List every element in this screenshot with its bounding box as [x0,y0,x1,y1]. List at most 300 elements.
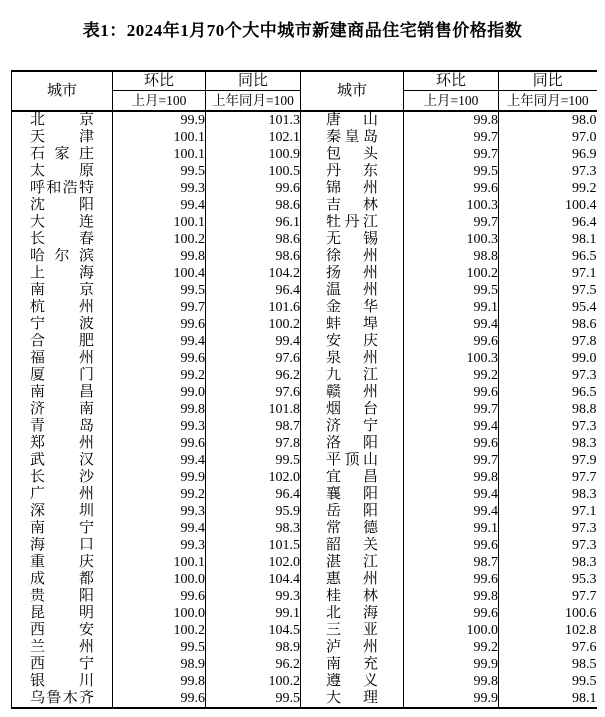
city-cell [301,452,404,469]
city-name: 呼和浩特 [30,180,94,196]
mom-value-cell: 99.4 [404,316,499,333]
yoy-value-cell: 101.6 [206,299,301,316]
city-cell [301,265,404,282]
mom-value-cell: 100.3 [404,197,499,214]
yoy-value-cell: 97.6 [206,350,301,367]
yoy-value-cell: 98.1 [499,690,597,708]
header-yoy-right: 同比 [499,71,597,91]
city-cell [12,111,113,129]
mom-value-cell: 99.7 [113,299,206,316]
mom-value-cell: 99.7 [404,452,499,469]
table-row [12,316,597,333]
city-cell [301,401,404,418]
yoy-value-cell: 100.4 [499,197,597,214]
mom-value-cell: 99.3 [113,180,206,197]
city-name: 西宁 [30,656,94,672]
city-name: 桂林 [326,588,378,604]
city-name: 徐州 [326,248,378,264]
table-row [12,367,597,384]
yoy-value-cell: 98.9 [206,639,301,656]
table-row [12,486,597,503]
table-row [12,282,597,299]
city-cell [12,333,113,350]
city-name: 唐山 [326,112,378,128]
yoy-value-cell: 102.8 [499,622,597,639]
yoy-value-cell: 99.0 [499,350,597,367]
yoy-value-cell: 99.6 [206,180,301,197]
city-cell [12,299,113,316]
yoy-value-cell: 97.7 [499,588,597,605]
city-name: 青岛 [30,418,94,434]
mom-value-cell: 98.8 [404,248,499,265]
yoy-value-cell: 100.2 [206,673,301,690]
mom-value-cell: 98.9 [113,656,206,673]
city-cell [12,571,113,588]
yoy-value-cell: 98.7 [206,418,301,435]
table-row [12,571,597,588]
mom-value-cell: 99.4 [404,486,499,503]
city-cell [12,503,113,520]
price-index-table [11,70,597,709]
mom-value-cell: 100.0 [113,571,206,588]
city-cell [12,435,113,452]
yoy-value-cell: 98.6 [499,316,597,333]
city-name: 洛阳 [326,435,378,451]
yoy-value-cell: 104.2 [206,265,301,282]
city-cell [12,486,113,503]
city-cell [301,197,404,214]
mom-value-cell: 99.6 [113,316,206,333]
mom-value-cell: 99.0 [113,384,206,401]
mom-value-cell: 99.3 [113,537,206,554]
yoy-value-cell: 96.4 [206,486,301,503]
city-cell [12,197,113,214]
table-header [12,71,597,111]
yoy-value-cell: 97.8 [206,435,301,452]
city-name: 北海 [326,605,378,621]
table-row [12,435,597,452]
mom-value-cell: 99.4 [113,333,206,350]
yoy-value-cell: 99.5 [206,452,301,469]
city-name: 扬州 [326,265,378,281]
city-cell [12,690,113,708]
mom-value-cell: 99.4 [113,197,206,214]
city-name: 太原 [30,163,94,179]
yoy-value-cell: 101.8 [206,401,301,418]
city-name: 西安 [30,622,94,638]
yoy-value-cell: 96.4 [499,214,597,231]
table-row [12,605,597,622]
mom-value-cell: 99.5 [404,282,499,299]
city-cell [301,231,404,248]
table-row [12,520,597,537]
table-row [12,248,597,265]
yoy-value-cell: 96.9 [499,146,597,163]
mom-value-cell: 100.2 [113,622,206,639]
city-cell [12,401,113,418]
table-row [12,469,597,486]
table-row [12,146,597,163]
city-name: 南昌 [30,384,94,400]
city-name: 成都 [30,571,94,587]
city-cell [12,146,113,163]
mom-value-cell: 99.5 [113,163,206,180]
city-cell [12,350,113,367]
table-row [12,588,597,605]
city-cell [301,111,404,129]
city-name: 重庆 [30,554,94,570]
city-cell [301,214,404,231]
yoy-value-cell: 96.4 [206,282,301,299]
mom-value-cell: 99.8 [404,673,499,690]
header-mom-left: 环比 [113,71,206,91]
yoy-value-cell: 98.3 [499,435,597,452]
city-cell [12,163,113,180]
city-name: 锦州 [326,180,378,196]
city-cell [301,554,404,571]
city-cell [301,350,404,367]
yoy-value-cell: 102.1 [206,129,301,146]
table-row [12,673,597,690]
yoy-value-cell: 95.9 [206,503,301,520]
yoy-value-cell: 97.5 [499,282,597,299]
city-cell [12,418,113,435]
city-cell [301,146,404,163]
yoy-value-cell: 98.5 [499,656,597,673]
yoy-value-cell: 98.6 [206,248,301,265]
city-name: 济宁 [326,418,378,434]
city-name: 秦皇岛 [326,129,378,145]
yoy-value-cell: 98.8 [499,401,597,418]
city-name: 岳阳 [326,503,378,519]
table-row [12,231,597,248]
mom-value-cell: 99.9 [113,469,206,486]
city-name: 三亚 [326,622,378,638]
city-name: 襄阳 [326,486,378,502]
city-cell [301,316,404,333]
yoy-value-cell: 96.1 [206,214,301,231]
city-cell [301,571,404,588]
city-name: 乌鲁木齐 [30,690,94,706]
yoy-value-cell: 97.3 [499,520,597,537]
mom-value-cell: 99.6 [404,605,499,622]
city-name: 烟台 [326,401,378,417]
yoy-value-cell: 99.1 [206,605,301,622]
city-cell [12,469,113,486]
mom-value-cell: 100.0 [404,622,499,639]
mom-value-cell: 99.7 [404,214,499,231]
mom-value-cell: 99.8 [113,248,206,265]
mom-value-cell: 100.2 [113,231,206,248]
city-cell [12,248,113,265]
yoy-value-cell: 97.7 [499,469,597,486]
city-name: 福州 [30,350,94,366]
city-cell [301,180,404,197]
city-cell [12,588,113,605]
yoy-value-cell: 97.0 [499,129,597,146]
yoy-value-cell: 96.5 [499,384,597,401]
yoy-value-cell: 101.3 [206,111,301,129]
yoy-value-cell: 96.5 [499,248,597,265]
mom-value-cell: 99.4 [113,452,206,469]
header-mom-right: 环比 [404,71,499,91]
city-name: 韶关 [326,537,378,553]
yoy-value-cell: 99.5 [499,673,597,690]
mom-value-cell: 99.5 [404,163,499,180]
mom-value-cell: 99.9 [113,111,206,129]
table-row [12,214,597,231]
table-body [12,111,597,708]
mom-value-cell: 99.3 [113,503,206,520]
city-name: 赣州 [326,384,378,400]
city-name: 海口 [30,537,94,553]
city-name: 吉林 [326,197,378,213]
city-name: 石家庄 [30,146,94,162]
yoy-value-cell: 104.4 [206,571,301,588]
city-name: 无锡 [326,231,378,247]
yoy-value-cell: 97.6 [499,639,597,656]
city-cell [301,622,404,639]
city-cell [12,129,113,146]
table-row [12,111,597,129]
yoy-value-cell: 97.8 [499,333,597,350]
mom-value-cell: 100.3 [404,350,499,367]
yoy-value-cell: 97.9 [499,452,597,469]
city-cell [12,180,113,197]
yoy-value-cell: 95.3 [499,571,597,588]
yoy-value-cell: 102.0 [206,554,301,571]
mom-value-cell: 99.3 [113,418,206,435]
city-name: 宁波 [30,316,94,332]
city-cell [301,418,404,435]
yoy-value-cell: 100.6 [499,605,597,622]
yoy-value-cell: 98.6 [206,231,301,248]
city-name: 惠州 [326,571,378,587]
yoy-value-cell: 97.3 [499,537,597,554]
city-name: 济南 [30,401,94,417]
city-name: 银川 [30,673,94,689]
mom-value-cell: 99.1 [404,520,499,537]
city-cell [301,486,404,503]
yoy-value-cell: 97.3 [499,418,597,435]
yoy-value-cell: 102.0 [206,469,301,486]
city-name: 兰州 [30,639,94,655]
city-cell [301,656,404,673]
mom-value-cell: 99.6 [404,384,499,401]
yoy-value-cell: 97.1 [499,503,597,520]
city-name: 上海 [30,265,94,281]
mom-value-cell: 99.8 [113,401,206,418]
mom-value-cell: 99.7 [404,401,499,418]
city-cell [301,639,404,656]
header-yoy-base-right: 上年同月=100 [499,91,597,112]
table-row [12,180,597,197]
mom-value-cell: 99.6 [404,180,499,197]
city-cell [301,299,404,316]
city-cell [12,316,113,333]
city-cell [12,605,113,622]
mom-value-cell: 99.9 [404,690,499,708]
city-name: 湛江 [326,554,378,570]
mom-value-cell: 99.8 [404,111,499,129]
mom-value-cell: 99.4 [404,503,499,520]
city-name: 广州 [30,486,94,502]
mom-value-cell: 99.4 [404,418,499,435]
table-row [12,163,597,180]
mom-value-cell: 99.7 [404,129,499,146]
city-name: 南宁 [30,520,94,536]
yoy-value-cell: 100.5 [206,163,301,180]
mom-value-cell: 100.1 [113,554,206,571]
yoy-value-cell: 98.3 [499,554,597,571]
yoy-value-cell: 99.2 [499,180,597,197]
city-name: 武汉 [30,452,94,468]
table-row [12,401,597,418]
city-name: 郑州 [30,435,94,451]
city-name: 杭州 [30,299,94,315]
city-cell [301,469,404,486]
mom-value-cell: 99.2 [113,367,206,384]
mom-value-cell: 99.5 [113,282,206,299]
city-name: 深圳 [30,503,94,519]
mom-value-cell: 99.8 [404,469,499,486]
city-cell [301,435,404,452]
mom-value-cell: 99.6 [404,537,499,554]
mom-value-cell: 99.7 [404,146,499,163]
yoy-value-cell: 100.9 [206,146,301,163]
city-cell [12,554,113,571]
mom-value-cell: 99.9 [404,656,499,673]
city-name: 宜昌 [326,469,378,485]
mom-value-cell: 98.7 [404,554,499,571]
city-name: 天津 [30,129,94,145]
table-row [12,690,597,708]
table-row [12,129,597,146]
city-cell [12,622,113,639]
mom-value-cell: 99.6 [113,350,206,367]
table-row [12,656,597,673]
mom-value-cell: 99.2 [404,367,499,384]
header-yoy-left: 同比 [206,71,301,91]
yoy-value-cell: 104.5 [206,622,301,639]
city-cell [12,452,113,469]
city-name: 大理 [326,690,378,706]
city-cell [301,537,404,554]
table-row [12,639,597,656]
city-name: 泉州 [326,350,378,366]
city-cell [301,163,404,180]
mom-value-cell: 99.6 [404,571,499,588]
city-cell [301,384,404,401]
table-row [12,622,597,639]
table-row [12,299,597,316]
city-cell [12,537,113,554]
mom-value-cell: 99.6 [113,690,206,708]
yoy-value-cell: 99.3 [206,588,301,605]
mom-value-cell: 100.2 [404,265,499,282]
city-cell [12,265,113,282]
yoy-value-cell: 99.5 [206,690,301,708]
city-name: 合肥 [30,333,94,349]
city-name: 长春 [30,231,94,247]
header-mom-base-left: 上月=100 [113,91,206,112]
mom-value-cell: 99.6 [404,333,499,350]
city-cell [301,690,404,708]
city-name: 哈尔滨 [30,248,94,264]
mom-value-cell: 100.0 [113,605,206,622]
city-cell [301,367,404,384]
table-row [12,197,597,214]
mom-value-cell: 99.6 [404,435,499,452]
table-row [12,350,597,367]
mom-value-cell: 99.2 [404,639,499,656]
city-name: 大连 [30,214,94,230]
city-name: 平顶山 [326,452,378,468]
city-name: 安庆 [326,333,378,349]
city-cell [301,503,404,520]
city-cell [301,129,404,146]
mom-value-cell: 100.4 [113,265,206,282]
header-yoy-base-left: 上年同月=100 [206,91,301,112]
table-row [12,452,597,469]
table-row [12,503,597,520]
city-cell [301,333,404,350]
yoy-value-cell: 98.3 [499,486,597,503]
city-cell [12,520,113,537]
mom-value-cell: 100.1 [113,214,206,231]
yoy-value-cell: 100.2 [206,316,301,333]
city-name: 泸州 [326,639,378,655]
mom-value-cell: 99.6 [113,588,206,605]
city-name: 南充 [326,656,378,672]
city-name: 常德 [326,520,378,536]
yoy-value-cell: 96.2 [206,367,301,384]
city-cell [12,282,113,299]
mom-value-cell: 99.6 [113,435,206,452]
city-name: 金华 [326,299,378,315]
city-cell [12,673,113,690]
city-name: 南京 [30,282,94,298]
city-cell [301,673,404,690]
city-name: 蚌埠 [326,316,378,332]
city-cell [301,282,404,299]
yoy-value-cell: 98.6 [206,197,301,214]
city-name: 丹东 [326,163,378,179]
city-name: 遵义 [326,673,378,689]
header-city-left: 城市 [46,83,77,99]
mom-value-cell: 99.8 [404,588,499,605]
city-name: 贵阳 [30,588,94,604]
mom-value-cell: 99.5 [113,639,206,656]
yoy-value-cell: 97.3 [499,367,597,384]
header-city-right: 城市 [301,71,404,111]
mom-value-cell: 99.1 [404,299,499,316]
city-name: 温州 [326,282,378,298]
table-row [12,418,597,435]
city-cell [12,656,113,673]
mom-value-cell: 99.4 [113,520,206,537]
mom-value-cell: 99.8 [113,673,206,690]
city-cell [301,520,404,537]
yoy-value-cell: 98.0 [499,111,597,129]
page-title: 表1：2024年1月70个大中城市新建商品住宅销售价格指数 [82,21,523,40]
yoy-value-cell: 98.3 [206,520,301,537]
yoy-value-cell: 96.2 [206,656,301,673]
yoy-value-cell: 95.4 [499,299,597,316]
mom-value-cell: 100.1 [113,129,206,146]
city-name: 长沙 [30,469,94,485]
city-name: 包头 [326,146,378,162]
